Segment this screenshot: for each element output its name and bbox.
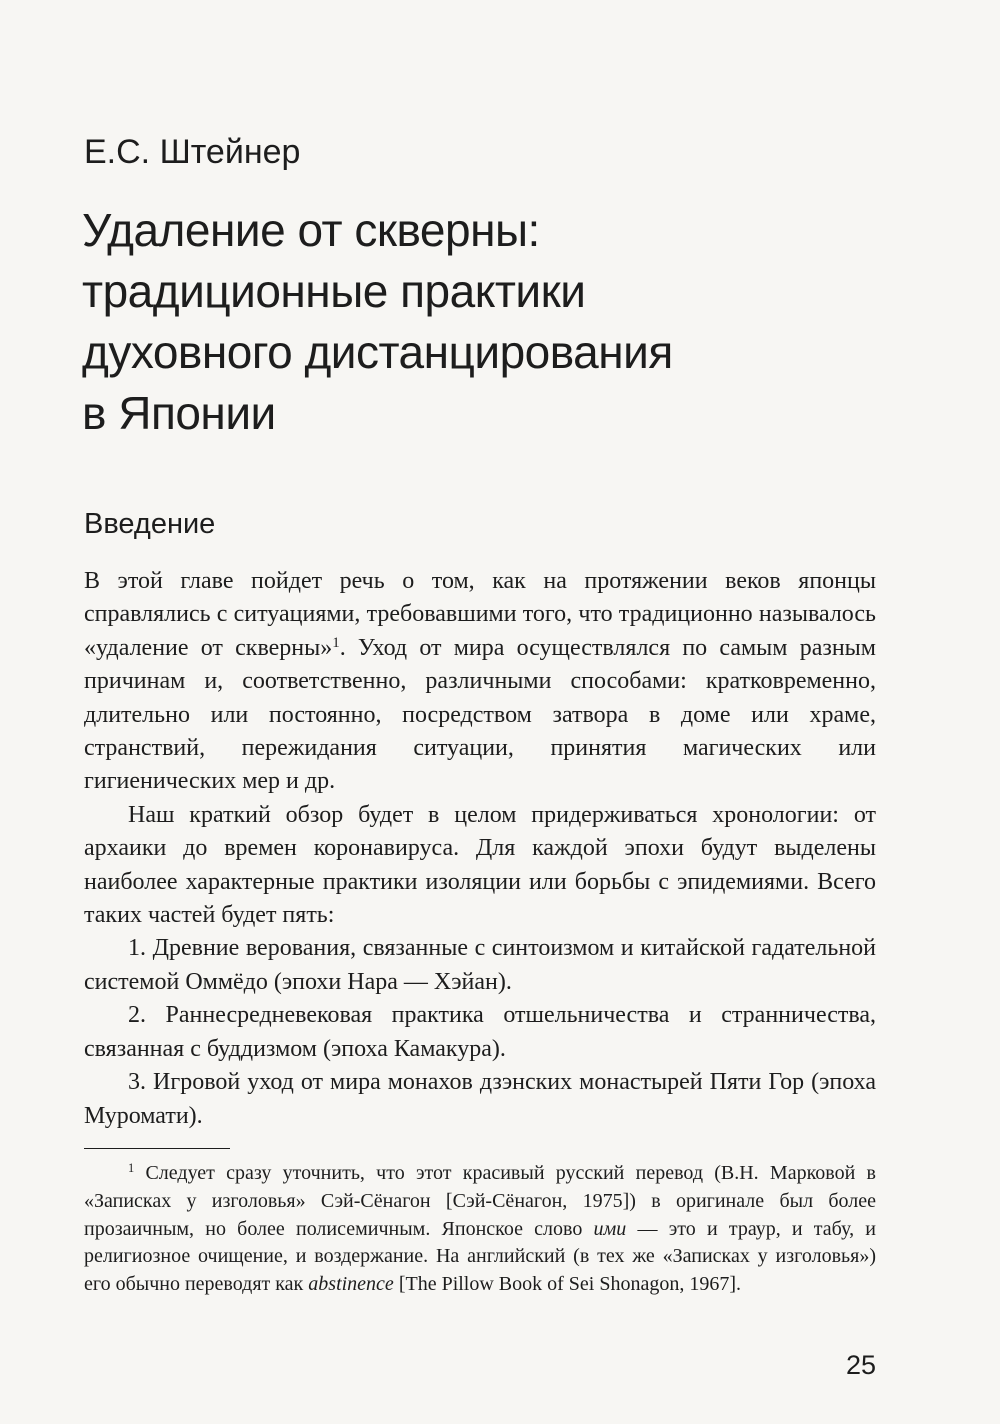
title-line: духовного дистанцирования [82,326,673,378]
footnote: $^1$ Следует сразу уточнить, что этот красивый русский перевод (В.Н. Марковой в «Записках у изголовья» Сэй-Сёнагон [Сэй-Сёнагон, 1975]) в оригинале был более прозаичным, но более полисемичным. Японское слово ими — это и траур, и табу, и религиозное очищение, и воздержание. На английский (в тех же «Записках у изголовья») его обычно переводят как abstinence [The Pillow Book of Sei Shonagon, 1967]. [84,1161,876,1296]
section-heading: Введение [84,508,216,540]
term-abstinence: abstinence [308,1273,394,1296]
list-item: 1. Древние верования, связанные с синтоизмом и китайской гадательной системой Оммёдо (эпохи Нара — Хэйан). [84,935,877,995]
chapter-title [82,200,942,444]
footnote-ref[interactable]: 1 [332,634,340,651]
term-imi: ими [593,1217,627,1240]
title-line: в Японии [82,387,276,439]
footnote-divider [84,1148,230,1149]
title-line: традиционные практики [82,265,586,317]
footnote-mark: 1 [128,1161,135,1176]
paragraph: В этой главе пойдет речь о том, как на протяжении веков японцы справлялись с ситуациями, требовавшими того, что традиционно называлось «удаление от скверны»$^1$. Уход от мира осуществлялся по самым разным причинам и, соответственно, различными способами: кратковременно, длительно или постоянно, посредством затвора в доме или храме, странствий, пережидания ситуации, принятия магических или гигиенических мер и др. [84,568,876,795]
author-name: Е.С. Штейнер [84,133,301,171]
periods-list [84,932,876,1132]
list-item: 2. Раннесредневековая практика отшельничества и странничества, связанная с буддизмом (эпоха Камакура). [84,1002,876,1062]
body-text [84,565,876,1133]
page-number: 25 [845,1350,876,1380]
list-item: 3. Игровой уход от мира монахов дзэнских монастырей Пяти Гор (эпоха Муромати). [84,1069,877,1129]
title-line: Удаление от скверны: [82,204,540,256]
paragraph: Наш краткий обзор будет в целом придерживаться хронологии: от архаики до времен коронавируса. Для каждой эпохи будут выделены наиболее характерные практики изоляции или борьбы с эпидемиями. Всего таких частей будет пять: [84,801,876,929]
